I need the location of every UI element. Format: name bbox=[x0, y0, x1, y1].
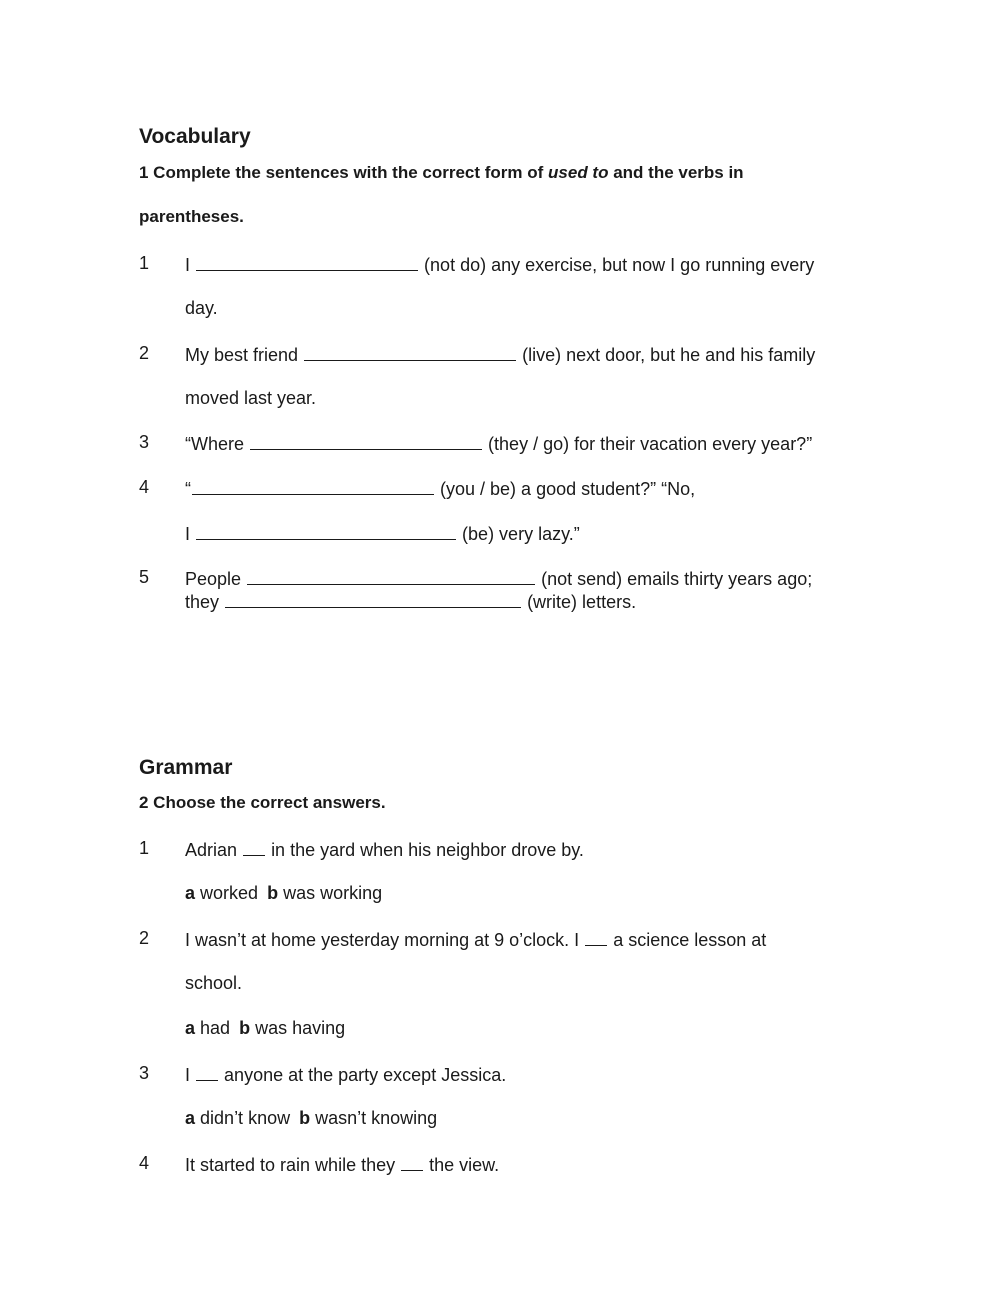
item-text: It started to rain while they bbox=[185, 1155, 396, 1175]
item-text: I bbox=[185, 255, 191, 275]
grammar-item-number: 2 bbox=[139, 928, 150, 948]
answer-blank[interactable] bbox=[196, 1063, 218, 1081]
item-text: they bbox=[185, 592, 220, 612]
answer-blank[interactable] bbox=[401, 1153, 423, 1171]
vocab-item-2 bbox=[185, 343, 815, 366]
option-a[interactable]: had bbox=[200, 1018, 231, 1038]
option-b-letter: b bbox=[267, 883, 279, 903]
option-a-letter: a bbox=[185, 883, 196, 903]
answer-blank[interactable] bbox=[304, 343, 516, 361]
item-text: (not send) emails thirty years ago; bbox=[541, 569, 813, 589]
option-a[interactable]: didn’t know bbox=[200, 1108, 291, 1128]
answer-blank[interactable] bbox=[250, 432, 482, 450]
vocab-item-number: 4 bbox=[139, 477, 150, 497]
grammar-item-number: 4 bbox=[139, 1153, 150, 1173]
option-b[interactable]: wasn’t knowing bbox=[315, 1108, 438, 1128]
option-a[interactable]: worked bbox=[200, 883, 259, 903]
item-text: I bbox=[185, 524, 191, 544]
item-text: in the yard when his neighbor drove by. bbox=[271, 840, 584, 860]
item-text: (they / go) for their vacation every year?” bbox=[488, 434, 813, 454]
vocab-item-1 bbox=[185, 253, 814, 276]
grammar-item-1-options bbox=[185, 883, 382, 904]
vocab-item-4 bbox=[185, 477, 695, 500]
grammar-item-3-options bbox=[185, 1108, 437, 1129]
option-a-letter: a bbox=[185, 1018, 196, 1038]
grammar-item-2-options bbox=[185, 1018, 345, 1039]
item-text: the view. bbox=[429, 1155, 500, 1175]
vocab-item-2-cont: moved last year. bbox=[185, 388, 317, 408]
item-text: (write) letters. bbox=[527, 592, 637, 612]
grammar-heading: Grammar bbox=[139, 756, 233, 779]
answer-blank[interactable] bbox=[225, 590, 521, 608]
answer-blank[interactable] bbox=[243, 838, 265, 856]
vocab-item-number: 2 bbox=[139, 343, 150, 363]
item-text: anyone at the party except Jessica. bbox=[224, 1065, 507, 1085]
vocabulary-instruction bbox=[139, 163, 744, 183]
vocab-item-3 bbox=[185, 432, 812, 455]
answer-blank[interactable] bbox=[585, 928, 607, 946]
vocabulary-instruction-line2: parentheses. bbox=[139, 207, 244, 226]
instruction-italic: used to bbox=[548, 163, 609, 182]
grammar-item-2-cont: school. bbox=[185, 973, 243, 993]
option-b[interactable]: was having bbox=[255, 1018, 346, 1038]
item-text: I bbox=[185, 1065, 191, 1085]
grammar-instruction: 2 Choose the correct answers. bbox=[139, 793, 386, 812]
answer-blank[interactable] bbox=[196, 522, 456, 540]
grammar-item-1 bbox=[185, 838, 584, 861]
grammar-item-number: 1 bbox=[139, 838, 150, 858]
option-b-letter: b bbox=[239, 1018, 251, 1038]
item-text: (be) very lazy.” bbox=[462, 524, 580, 544]
item-text: (live) next door, but he and his family bbox=[522, 345, 816, 365]
item-text: “Where bbox=[185, 434, 245, 454]
item-text: “ bbox=[185, 479, 191, 499]
item-text: (not do) any exercise, but now I go running every bbox=[424, 255, 815, 275]
vocab-item-1-cont: day. bbox=[185, 298, 218, 318]
grammar-item-4 bbox=[185, 1153, 499, 1176]
vocab-item-number: 3 bbox=[139, 432, 150, 452]
vocab-item-5 bbox=[185, 567, 812, 590]
item-text: (you / be) a good student?” “No, bbox=[440, 479, 696, 499]
answer-blank[interactable] bbox=[247, 567, 535, 585]
instruction-text-end: and the verbs in bbox=[608, 163, 744, 182]
item-text: a science lesson at bbox=[613, 930, 767, 950]
instruction-text: 1 Complete the sentences with the correct form of bbox=[139, 163, 549, 182]
option-b-letter: b bbox=[299, 1108, 311, 1128]
item-text: Adrian bbox=[185, 840, 238, 860]
vocab-item-4-cont bbox=[185, 522, 580, 545]
grammar-item-number: 3 bbox=[139, 1063, 150, 1083]
option-a-letter: a bbox=[185, 1108, 196, 1128]
grammar-item-3 bbox=[185, 1063, 506, 1086]
vocab-item-5-cont bbox=[185, 590, 636, 613]
option-b[interactable]: was working bbox=[283, 883, 383, 903]
vocab-item-number: 5 bbox=[139, 567, 150, 587]
answer-blank[interactable] bbox=[196, 253, 418, 271]
vocab-item-number: 1 bbox=[139, 253, 150, 273]
item-text: My best friend bbox=[185, 345, 299, 365]
item-text: People bbox=[185, 569, 242, 589]
vocabulary-heading: Vocabulary bbox=[139, 125, 251, 148]
answer-blank[interactable] bbox=[192, 477, 434, 495]
item-text: I wasn’t at home yesterday morning at 9 o’clock. I bbox=[185, 930, 580, 950]
grammar-item-2 bbox=[185, 928, 766, 951]
